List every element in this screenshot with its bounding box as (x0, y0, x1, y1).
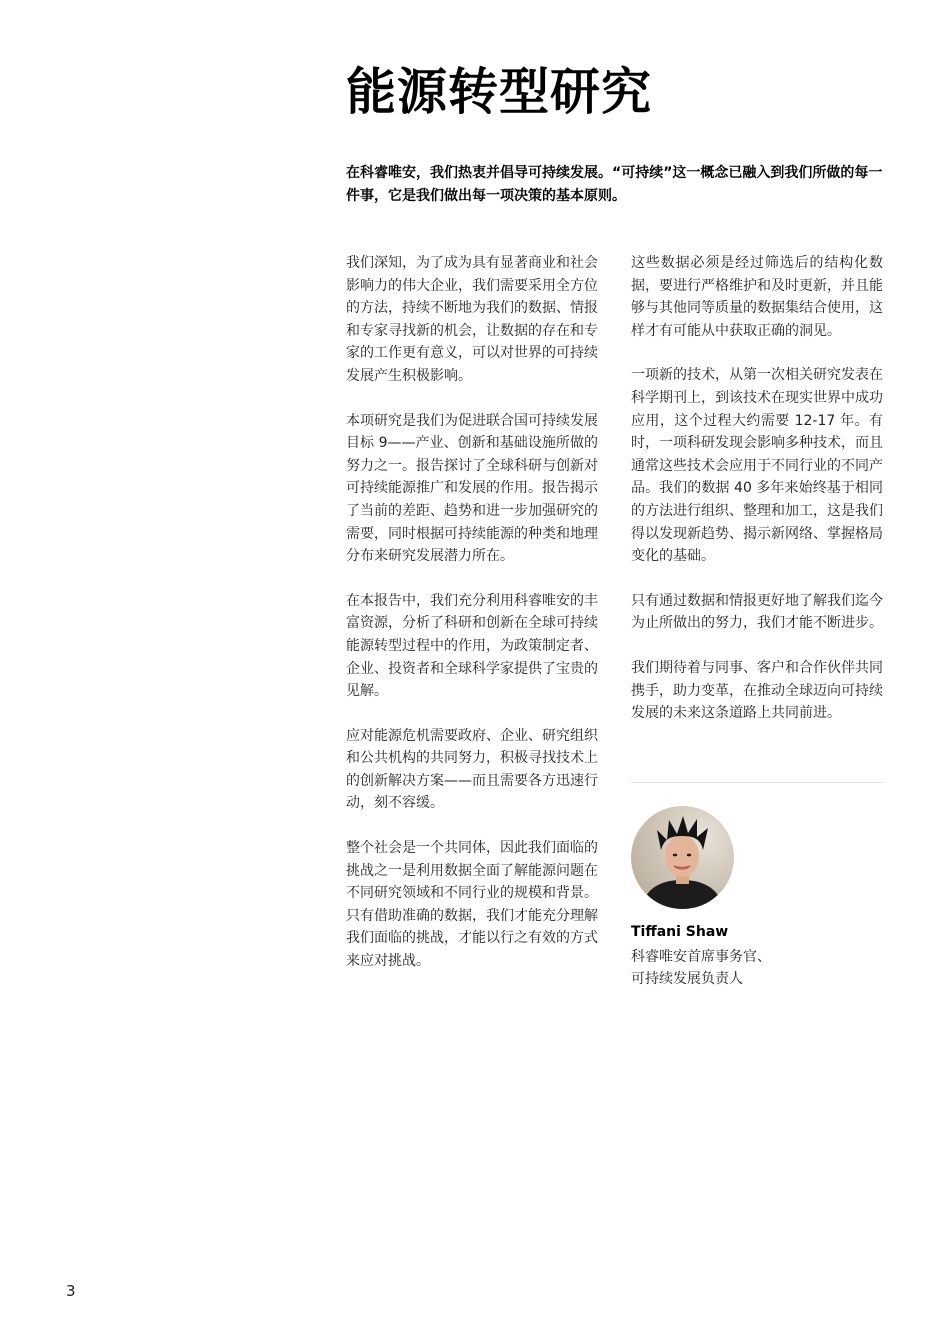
body-paragraph: 我们深知，为了成为具有显著商业和社会影响力的伟大企业，我们需要采用全方位的方法，持续不断地为我们的数据、情报和专家寻找新的机会，让数据的存在和专家的工作更有意义，可以对世界的可持续发展产生积极影响。 (346, 255, 598, 384)
right-column (631, 252, 883, 747)
body-paragraph: 本项研究是我们为促进联合国可持续发展目标 9——产业、创新和基础设施所做的努力之一。报告探讨了全球科研与创新对可持续能源推广和发展的作用。报告揭示了当前的差距、趋势和进一步加强研究的需要，同时根据可持续能源的种类和地理分布来研究发展潜力所在。 (346, 412, 598, 565)
page-title: 能源转型研究 (346, 63, 652, 121)
author-name: Tiffani Shaw (631, 924, 729, 940)
author-title (631, 946, 771, 990)
left-column (346, 252, 598, 995)
body-paragraph: 这些数据必须是经过筛选后的结构化数据，要进行严格维护和及时更新，并且能够与其他同等质量的数据集结合使用，这样才有可能从中获取正确的洞见。 (631, 255, 883, 339)
author-portrait (631, 806, 734, 909)
page-number: 3 (66, 1282, 76, 1300)
signature-divider (631, 782, 883, 783)
body-paragraph: 我们期待着与同事、客户和合作伙伴共同携手，助力变革，在推动全球迈向可持续发展的未来这条道路上共同前进。 (631, 659, 883, 722)
intro-paragraph: 在科睿唯安，我们热衷并倡导可持续发展。“可持续”这一概念已融入到我们所做的每一件事，它是我们做出每一项决策的基本原则。 (346, 165, 883, 204)
body-paragraph: 在本报告中，我们充分利用科睿唯安的丰富资源，分析了科研和创新在全球可持续能源转型过程中的作用，为政策制定者、企业、投资者和全球科学家提供了宝贵的见解。 (346, 592, 598, 700)
body-paragraph: 一项新的技术，从第一次相关研究发表在科学期刊上，到该技术在现实世界中成功应用，这个过程大约需要 12-17 年。有时，一项科研发现会影响多种技术，而且通常这些技术会应用于不同行业的不同产品。我们的数据 40 多年来始终基于相同的方法进行组织、整理和加工，这是我们得以发现新趋势、揭示新网络、掌握格局变化的基础。 (631, 367, 883, 565)
body-paragraph: 整个社会是一个共同体，因此我们面临的挑战之一是利用数据全面了解能源问题在不同研究领域和不同行业的规模和背景。只有借助准确的数据，我们才能充分理解我们面临的挑战，才能以行之有效的方式来应对挑战。 (346, 840, 598, 970)
body-paragraph: 只有通过数据和情报更好地了解我们迄今为止所做出的努力，我们才能不断进步。 (631, 592, 883, 632)
body-paragraph: 应对能源危机需要政府、企业、研究组织和公共机构的共同努力，积极寻找技术上的创新解决方案——而且需要各方迅速行动，刻不容缓。 (346, 727, 598, 812)
author-title-line-1: 科睿唯安首席事务官、 (631, 949, 771, 965)
author-title-line-2: 可持续发展负责人 (631, 971, 743, 987)
